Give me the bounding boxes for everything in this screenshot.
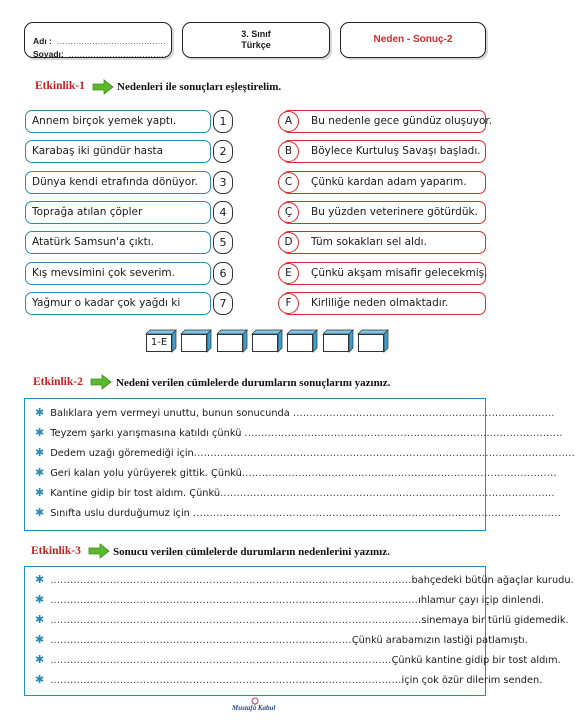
star-bullet-icon: ✱ [35,446,45,459]
result-box: Çünkü kardan adam yaparım. [282,171,486,194]
cause-number: 2 [213,140,233,163]
line-prompt: Sınıfta uslu durduğumuz için [50,508,193,519]
cause-box: Karabaş iki gündür hasta [25,140,211,163]
answer-dots[interactable]: ............................................................................... [292,408,555,419]
star-bullet-icon: ✱ [35,673,45,686]
green-arrow-icon [88,544,110,558]
cube-side [172,330,176,352]
name-box [24,22,172,58]
answer-cube[interactable] [217,330,247,352]
cube-side [313,330,317,352]
star-bullet-icon: ✱ [35,486,45,499]
result-write-line[interactable] [35,503,561,523]
topic-title: Neden - Sonuç-2 [373,34,453,45]
star-bullet-icon: ✱ [35,613,45,626]
cause-write-line[interactable] [35,590,544,610]
star-bullet-icon: ✱ [35,406,45,419]
activity2-panel [24,398,575,531]
green-arrow-icon [90,375,112,389]
surname-field[interactable]: .................................... [68,51,167,59]
cause-number: 5 [213,231,233,254]
answer-cube[interactable] [287,330,317,352]
answer-value [358,334,384,352]
cube-side [278,330,282,352]
activity3-title: Etkinlik-3 [31,545,81,557]
answer-dots[interactable]: ............................................................................................................... [50,595,419,606]
answer-dots[interactable]: ............................................................................................................... [193,508,561,519]
answer-cube[interactable] [146,330,176,352]
result-letter: F [278,293,299,314]
activity1-title: Etkinlik-1 [35,80,85,92]
answer-value [252,334,278,352]
line-prompt: Dedem uzağı göremediği için [50,448,194,459]
answer-dots[interactable]: ............................................................................................................. [50,575,412,586]
answer-value [287,334,313,352]
cause-box: Annem birçok yemek yaptı. [25,110,211,133]
subject-label: Türkçe [241,40,271,50]
result-letter: E [278,263,299,284]
cause-number: 6 [213,262,233,285]
cube-side [349,330,353,352]
cube-side [243,330,247,352]
star-bullet-icon: ✱ [35,466,45,479]
line-prompt: ıhlamur çayı içip dinlendi. [418,595,544,606]
activity2-instruction: Nedeni verilen cümlelerde durumların sonuçlarını yazınız. [116,377,391,389]
answer-value [323,334,349,352]
cause-write-line[interactable] [35,630,528,650]
result-letter: Ç [278,202,299,223]
cause-write-line[interactable] [35,650,561,670]
answer-cube[interactable] [323,330,353,352]
answer-value [217,334,243,352]
star-bullet-icon: ✱ [35,426,45,439]
answer-value [181,334,207,352]
answer-dots[interactable]: ............................................................................................... [241,468,557,479]
grade-label: 3. Sınıf [241,29,271,39]
activity3-panel [24,566,574,696]
answer-dots[interactable]: ................................................................................................................ [50,615,422,626]
answer-cube[interactable] [181,330,211,352]
star-bullet-icon: ✱ [35,506,45,519]
cause-write-line[interactable] [35,570,574,590]
line-prompt: Teyzem şarkı yarışmasına katıldı çünkü [50,428,245,439]
green-arrow-icon [92,80,114,94]
cause-number: 7 [213,292,233,315]
line-prompt: Kantine gidip bir tost aldım. Çünkü [50,488,221,499]
result-write-line[interactable] [35,403,555,423]
result-box: Bu yüzden veterinere götürdük. [282,201,486,224]
line-prompt: Geri kalan yolu yürüyerek gittik. Çünkü [50,468,242,479]
answer-dots[interactable]: ..................................................................................................... [220,488,555,499]
activity3-instruction: Sonucu verilen cümlelerde durumların nedenlerini yazınız. [113,546,390,558]
result-box: Tüm sokakları sel aldı. [282,231,486,254]
line-prompt: sinemaya bir türlü gidemedik. [421,615,569,626]
cause-box: Kış mevsimini çok severim. [25,262,211,285]
line-prompt: Balıklara yem vermeyi unuttu, bunun sonucunda [50,408,293,419]
activity1-instruction: Nedenleri ile sonuçları eşleştirelim. [117,81,282,93]
cause-number: 1 [213,110,233,133]
result-letter: B [278,141,299,162]
answer-cube[interactable] [358,330,388,352]
result-letter: A [278,111,299,132]
result-write-line[interactable] [35,443,575,463]
answer-dots[interactable]: ................................................................................................................... [193,448,575,459]
cause-write-line[interactable] [35,670,543,690]
line-prompt: bahçedeki bütün ağaçlar kurudu. [411,575,574,586]
answer-cube[interactable] [252,330,282,352]
cube-side [207,330,211,352]
cause-number: 4 [213,201,233,224]
result-write-line[interactable] [35,483,555,503]
cause-box: Atatürk Samsun'a çıktı. [25,231,211,254]
result-letter: C [278,172,299,193]
cube-side [384,330,388,352]
result-box: Böylece Kurtuluş Savaşı başladı. [282,140,486,163]
cause-box: Yağmur o kadar çok yağdı ki [25,292,211,315]
star-bullet-icon: ✱ [35,573,45,586]
result-write-line[interactable] [35,423,563,443]
star-bullet-icon: ✱ [35,653,45,666]
result-box: Kirliliğe neden olmaktadır. [282,292,486,315]
result-write-line[interactable] [35,463,557,483]
name-label: Adı : [33,36,52,46]
signature: Mustafa Kabul [232,704,276,712]
cause-write-line[interactable] [35,610,569,630]
activity2-title: Etkinlik-2 [33,376,83,388]
result-box: Çünkü akşam misafir gelecekmiş. [282,262,486,285]
result-letter: D [278,232,299,253]
result-box: Bu nedenle gece gündüz oluşuyor. [282,110,486,133]
line-prompt: Çünkü kantine gidip bir tost aldım. [391,655,561,666]
cause-box: Toprağa atılan çöpler [25,201,211,224]
surname-label: Soyadı: [33,49,64,59]
grade-box [182,22,330,58]
topic-box [340,22,486,58]
star-bullet-icon: ✱ [35,593,45,606]
line-prompt: Çünkü arabamızın lastiği patlamıştı. [351,635,528,646]
answer-dots[interactable]: .......................................................................................................... [50,675,402,686]
cause-number: 3 [213,171,233,194]
answer-dots[interactable]: ........................................................................................... [50,635,352,646]
star-bullet-icon: ✱ [35,633,45,646]
answer-value: 1-E [146,334,172,352]
cause-box: Dünya kendi etrafında dönüyor. [25,171,211,194]
answer-dots[interactable]: ....................................................................................................... [50,655,392,666]
line-prompt: için çok özür dilerim senden. [401,675,543,686]
answer-dots[interactable]: ................................................................................................ [244,428,563,439]
name-field[interactable]: ........................................ [56,38,166,46]
